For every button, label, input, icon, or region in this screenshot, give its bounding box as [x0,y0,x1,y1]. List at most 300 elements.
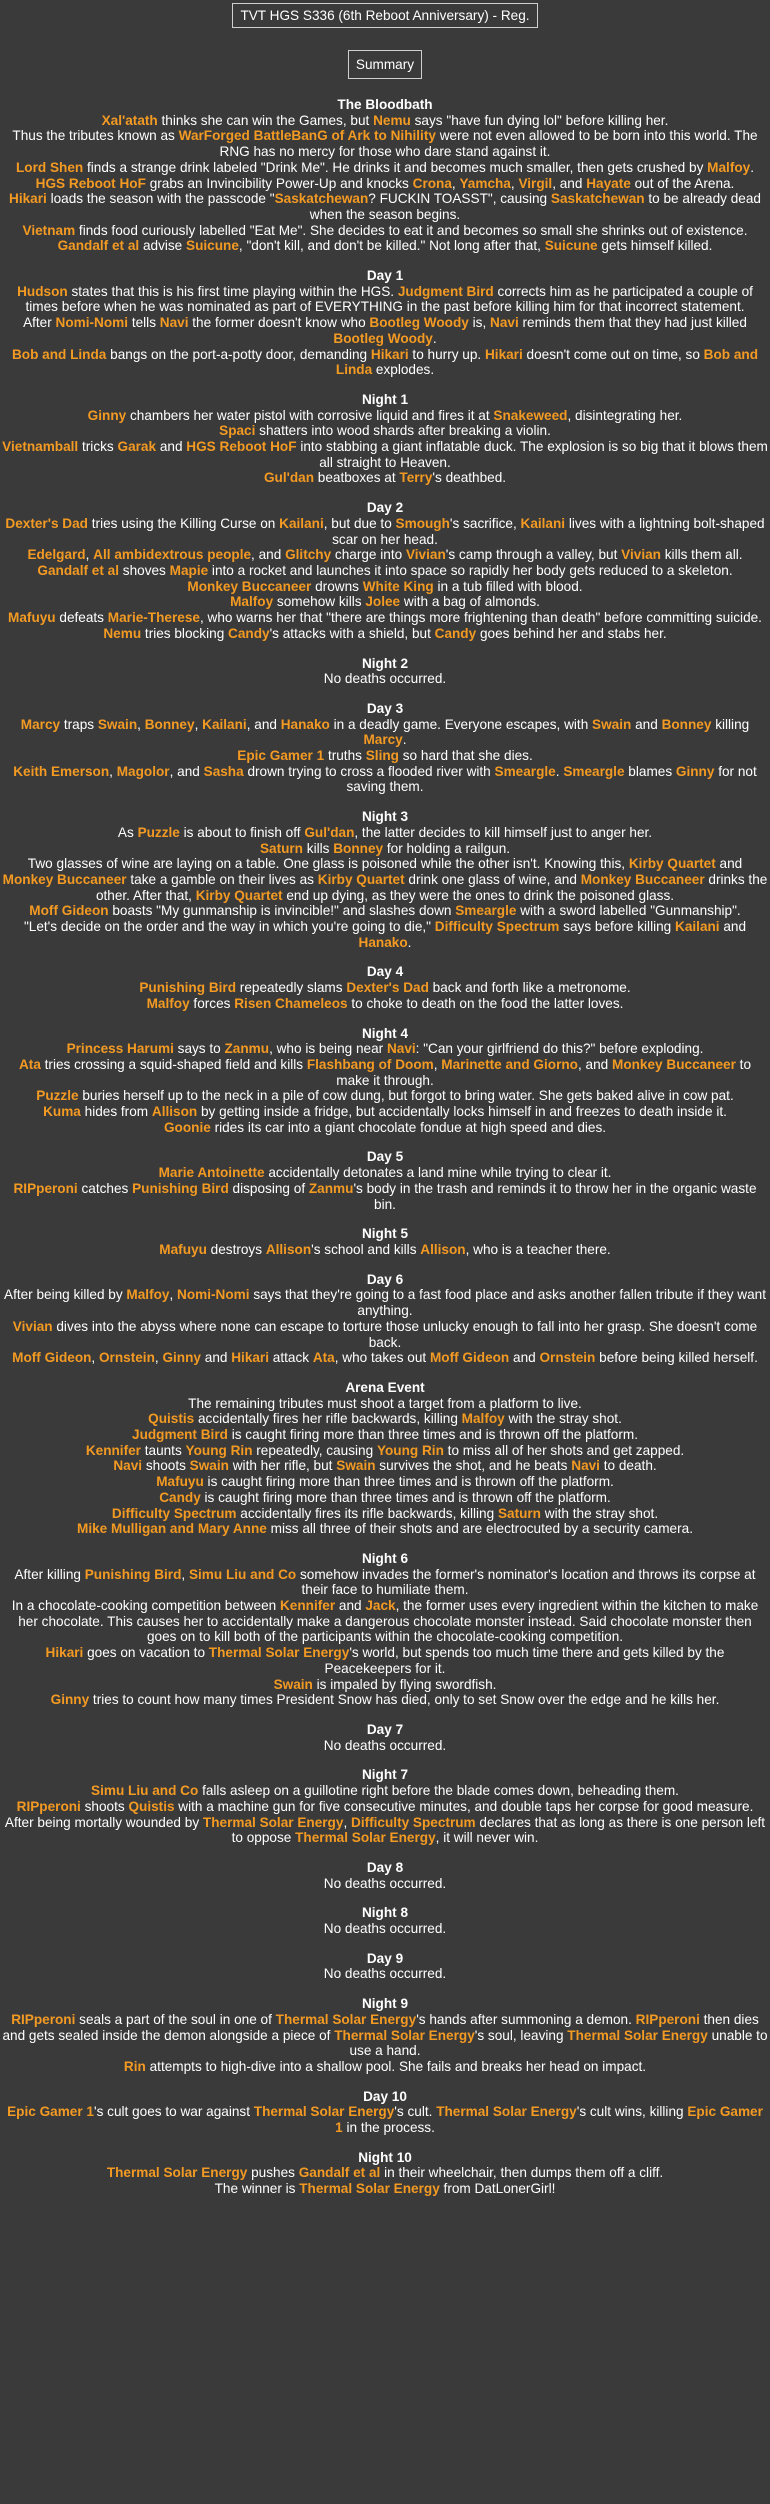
tribute-name: Bonney [661,716,712,732]
event-line [2,1474,768,1490]
tribute-name: Goonie [163,1119,211,1135]
tribute-name: Risen Chameleos [234,995,348,1011]
section-heading: Day 9 [366,1950,404,1966]
event-line [2,594,768,610]
event-line [2,1427,768,1443]
event-text: chambers her water pistol with corrosive liquid and fires it at [126,407,494,423]
event-line [2,1598,768,1645]
event-line [2,1287,768,1318]
recap-section [0,1272,770,1366]
tribute-name: Thermal Solar Energy [295,1830,436,1846]
recap-section [0,2150,770,2197]
event-text: states that this is his first time playing within the HGS. [67,283,398,299]
tribute-name: Gandalf et al [298,2165,381,2181]
event-text: . [407,934,412,950]
event-text: truths [324,748,366,764]
tribute-name: Vietnamball [2,439,79,455]
tribute-name: Virgil [518,175,553,191]
tribute-name: Princess Harumi [66,1041,174,1057]
tribute-name: Swain [273,1676,313,1692]
event-text: , [137,716,145,732]
tribute-name: Navi [571,1458,600,1474]
tribute-name: White King [362,578,434,594]
tribute-name: Jack [365,1598,396,1614]
event-text: , [343,1814,351,1830]
tribute-name: Navi [113,1458,143,1474]
tribute-name: Keith Emerson [13,763,110,779]
event-text: traps [60,716,98,732]
event-text: 's body in the trash and reminds it to throw her in the organic waste bin. [353,1180,757,1212]
tribute-name: Swain [592,716,632,732]
event-text: , who takes out [334,1350,430,1366]
event-text: 's world, but spends too much time there and gets killed by the Peacekeepers for it. [324,1645,725,1676]
recap-section [0,809,770,950]
event-text: to choke to death on the food the latter loves. [347,995,624,1011]
tribute-name: Kailani [675,919,720,935]
tribute-name: Quistis [148,1411,195,1427]
tribute-name: Kailani [520,515,566,531]
tribute-name: Hikari [9,191,47,207]
event-text: charge into [331,547,406,563]
event-line [2,1041,768,1057]
tribute-name: Hudson [17,283,68,299]
event-text: somehow invades the former's nominator's location and throws its corpse at their face to humiliate them. [296,1566,756,1598]
event-text: doesn't come out on time, so [522,346,704,362]
tribute-name: Monkey Buccaneer [187,578,312,594]
tribute-name: Epic Gamer 1 [335,2104,763,2136]
event-line [2,1411,768,1427]
event-line [2,176,768,192]
event-line [2,1181,768,1212]
event-text: , "don't kill, and don't be killed." Not long after that, [238,238,545,254]
event-line [2,748,768,764]
recap-section [0,1860,770,1891]
tribute-name: Kennifer [279,1598,336,1614]
event-text: drink one glass of wine, and [404,871,581,887]
tribute-name: Ginny [162,1350,201,1366]
event-line [2,1738,768,1754]
tribute-name: Terry [399,470,433,486]
tribute-name: Hikari [370,346,409,362]
event-text: boasts "My gunmanship is invincible!" and slashes down [108,903,456,919]
event-line [2,1088,768,1104]
tribute-name: Lord Shen [16,159,84,175]
event-text: to death. [599,1458,657,1474]
event-text: attack [269,1350,313,1366]
tribute-name: Marie-Therese [107,610,200,626]
event-text: , and [169,763,204,779]
tribute-name: Smeargle [494,763,556,779]
tribute-name: Suicune [544,238,598,254]
tribute-name: Kennifer [85,1442,141,1458]
event-line [2,1815,768,1846]
tribute-name: Ginny [50,1692,90,1708]
event-text: repeatedly slams [236,980,347,996]
event-text: shoves [119,562,170,578]
event-text: and [200,1350,232,1366]
event-text: and [335,1598,366,1614]
tribute-name: Malfoy [707,159,751,175]
tribute-name: Nemu [103,625,142,641]
tribute-name: Magolor [116,763,170,779]
event-line [2,191,768,222]
event-text: , but due to [323,515,396,531]
tribute-name: Quistis [128,1798,175,1814]
recap-section [0,500,770,641]
event-line [2,996,768,1012]
section-heading: Night 10 [358,2149,412,2165]
tribute-name: Swain [336,1458,376,1474]
tribute-name: Kirby Quartet [628,856,716,872]
event-text: , who is being near [269,1041,387,1057]
event-text: seals a part of the soul in one of [75,2011,276,2027]
tribute-name: Monkey Buccaneer [580,871,705,887]
event-line [2,1458,768,1474]
tribute-name: Bob and Linda [11,346,107,362]
event-text: to be already dead when the season begins. [309,191,761,222]
recap-section [0,1951,770,1982]
event-line [2,671,768,687]
event-line [2,439,768,470]
event-line [2,238,768,254]
tribute-name: Bonney [144,716,195,732]
event-text: kills them all. [660,547,743,563]
event-text: After being mortally wounded by [4,1814,203,1830]
tribute-name: All ambidextrous people [93,547,252,563]
event-text: "Let's decide on the order and the way in which you're going to die," [23,919,435,935]
event-text: and [509,1350,540,1366]
event-text: is about to finish off [179,824,305,840]
section-heading: Day 8 [366,1859,404,1875]
tribute-name: Gandalf et al [57,238,140,254]
tribute-name: Puzzle [137,824,180,840]
event-text: shatters into wood shards after breaking a violin. [255,423,551,439]
event-text: , and [577,1056,612,1072]
tribute-name: RIPperoni [635,2011,700,2027]
event-text: No deaths occurred. [323,1737,447,1753]
event-text: shoots [80,1798,129,1814]
event-text: repeatedly, causing [252,1442,377,1458]
tribute-name: Nomi-Nomi [177,1287,250,1303]
event-line [2,1521,768,1537]
section-heading: Night 6 [361,1550,409,1566]
event-text: with a sword labelled "Gunmanship". [516,903,741,919]
event-text: corrects him as he participated a couple of times before when he was nominated as part of EVERYTHING in the past before killing him for that incorrect statement. [25,283,753,315]
event-text: defeats [55,610,108,626]
tribute-name: Monkey Buccaneer [2,871,127,887]
section-heading: Night 2 [361,655,409,671]
event-text: hides from [80,1104,152,1120]
event-text: 's cult goes to war against [94,2104,254,2120]
tribute-name: Allison [265,1242,312,1257]
tribute-name: Kirby Quartet [195,887,283,903]
recap-section [0,701,770,795]
event-text: In a chocolate-cooking competition between [11,1598,280,1614]
event-text: then dies and gets sealed inside the demon alongside a piece of [2,2011,759,2043]
tribute-name: Gul'dan [304,824,355,840]
event-text: somehow kills [273,594,366,610]
tribute-name: Suicune [186,238,239,254]
tribute-name: Difficulty Spectrum [111,1505,237,1521]
section-heading: Day 4 [366,964,404,980]
event-text: After killing [14,1566,85,1582]
event-line [2,626,768,642]
tribute-name: Hanako [358,934,408,950]
event-text: No deaths occurred. [323,1875,447,1891]
tribute-name: Punishing Bird [132,1180,229,1196]
tribute-name: Allison [420,1242,466,1257]
tribute-name: Monkey Buccaneer [612,1056,736,1072]
event-text: tries using the Killing Curse on [87,515,280,531]
event-text: accidentally fires her rifle backwards, killing [194,1411,462,1427]
event-line [2,1165,768,1181]
event-text: grabs an Invincibility Power-Up and knocks [145,175,413,191]
event-text: tells [128,315,160,331]
recap-section [0,1722,770,1753]
tribute-name: Spaci [219,423,256,439]
event-text: 's cult wins, killing [576,2104,688,2120]
event-text: , and [246,716,281,732]
event-line [2,223,768,239]
tribute-name: Navi [386,1041,416,1057]
section-heading: Day 7 [366,1721,404,1737]
tribute-name: Thermal Solar Energy [253,2104,395,2120]
event-text: says to [173,1041,225,1057]
event-text: is caught firing more than three times and is thrown off the platform. [227,1427,638,1443]
tribute-name: Zanmu [224,1041,270,1057]
event-line [2,1677,768,1693]
tribute-name: Thermal Solar Energy [275,2011,417,2027]
event-text: for holding a railgun. [383,840,511,856]
tribute-name: Bootleg Woody [369,315,469,331]
event-text: 's school and kills [311,1242,421,1257]
tribute-name: Garak [117,439,157,455]
event-text: shoots [142,1458,190,1474]
tribute-name: Marcy [20,716,61,732]
event-line [2,903,768,919]
event-text: gets himself killed. [597,238,713,254]
tribute-name: Ata [312,1350,335,1366]
tribute-name: Saskatchewan [274,191,369,207]
event-line [2,579,768,595]
tribute-name: Thermal Solar Energy [567,2027,708,2043]
event-text: After [23,315,56,331]
event-text: to miss all of her shots and get zapped. [443,1442,685,1458]
tribute-name: Thermal Solar Energy [202,1814,344,1830]
tribute-name: Vivian [12,1318,53,1334]
event-text: and [631,716,662,732]
event-text: miss all three of their shots and are electrocuted by a security camera. [266,1521,693,1537]
tribute-name: Kailani [202,716,247,732]
tribute-name: Thermal Solar Energy [106,2165,248,2181]
tribute-name: Flashbang of Doom [306,1056,434,1072]
event-text: take a gamble on their lives as [126,871,318,887]
event-line [2,980,768,996]
tribute-name: Kailani [279,515,324,531]
event-text: , [91,1350,99,1366]
event-text: , it will never win. [435,1830,539,1846]
event-text: destroys [206,1242,266,1257]
tribute-name: Mafuyu [8,610,56,626]
tribute-name: Rin [123,2058,146,2074]
event-text: for not saving them. [346,763,757,795]
event-text: 's cult. [394,2104,437,2120]
event-text: declares that as long as there is one person left to oppose [231,1814,766,1846]
recap-section [0,1996,770,2075]
section-heading: Day 1 [366,268,404,284]
recap-section [0,964,770,1011]
tribute-name: Kuma [43,1104,81,1120]
event-text: to hurry up. [408,346,485,362]
event-text: rides its car into a giant chocolate fondue at high speed and dies. [210,1119,607,1135]
event-text: says before killing [559,919,676,935]
tribute-name: Hanako [280,716,330,732]
tribute-name: Mafuyu [156,1474,204,1490]
tribute-name: HGS Reboot HoF [186,439,297,455]
section-heading: Night 7 [361,1767,409,1783]
event-text: , [194,716,203,732]
event-text: No deaths occurred. [323,1921,447,1937]
event-text: , and [552,175,587,191]
event-text: with the stray shot. [504,1411,622,1427]
event-text: , who warns her that "there are things more frightening than death" before committing suicide. [199,610,762,626]
tribute-name: Moff Gideon [12,1350,92,1366]
tribute-name: Bonney [333,840,384,856]
tribute-name: Marie Antoinette [158,1165,265,1181]
event-text: and [715,856,743,872]
event-text: , the latter decides to kill himself just to anger her. [354,824,653,840]
event-line [2,1567,768,1598]
tribute-name: Xal'atath [101,112,158,128]
recap-section [0,1149,770,1212]
event-text: from DatLonerGirl! [439,2181,556,2197]
event-line [2,113,768,129]
tribute-name: Bob and Linda [335,346,759,378]
page-title: TVT HGS S336 (6th Reboot Anniversary) - Reg. [232,3,537,28]
event-text: : "Can your girlfriend do this?" before exploding. [415,1041,704,1057]
tribute-name: Malfoy [461,1411,505,1427]
event-text: . [555,763,564,779]
event-line [2,1783,768,1799]
event-text: accidentally fires its rifle backwards, killing [236,1505,498,1521]
event-text: . [432,330,437,346]
event-text: reminds them that they had just killed [518,315,747,331]
event-text: 's sacrifice, [449,515,521,531]
event-line [2,284,768,315]
event-text: , [451,175,460,191]
event-line [2,1966,768,1982]
event-text: tries crossing a squid-shaped field and kills [40,1056,307,1072]
event-text: to make it through. [336,1056,752,1088]
summary-button[interactable]: Summary [348,50,422,79]
tribute-name: Nomi-Nomi [55,315,129,331]
tribute-name: Sling [365,748,399,764]
event-text: bangs on the port-a-potty door, demanding [106,346,371,362]
event-line [2,2181,768,2197]
event-text: out of the Arena. [630,175,735,191]
event-line [2,1876,768,1892]
tribute-name: Simu Liu and Co [188,1566,297,1582]
page [0,3,770,2504]
event-text: , [510,175,519,191]
tribute-name: Saturn [497,1505,541,1521]
event-text: tricks [78,439,118,455]
event-line [2,1242,768,1258]
event-text: so hard that she dies. [398,748,533,764]
tribute-name: Malfoy [126,1287,170,1303]
section-heading: Day 5 [366,1149,404,1165]
event-text: , and [251,547,286,563]
tribute-name: Candy [434,625,477,641]
tribute-name: Navi [490,315,519,331]
recap-section [0,97,770,254]
section-heading: Day 6 [366,1271,404,1287]
tribute-name: Hikari [484,346,523,362]
tribute-name: Simu Liu and Co [91,1783,199,1799]
tribute-name: Bootleg Woody [333,330,433,346]
event-line [2,347,768,378]
event-text: with a bag of almonds. [400,594,540,610]
recap-section [0,656,770,687]
event-text: 's attacks with a shield, but [269,625,435,641]
event-text: , [154,1350,163,1366]
event-line [2,1921,768,1937]
event-line [2,1799,768,1815]
tribute-name: Jolee [365,594,401,610]
tribute-name: Ornstein [98,1350,155,1366]
event-text: with the stray shot. [541,1505,659,1521]
event-text: in a deadly game. Everyone escapes, with [329,716,593,732]
tribute-name: Mapie [169,562,209,578]
event-text: into stabbing a giant inflatable duck. The explosion is so big that it blows them all straight to Heaven. [296,439,768,470]
recap-section [0,1380,770,1537]
event-line [2,470,768,486]
event-text: with a machine gun for five consecutive minutes, and double taps her corpse for good measure. [174,1798,754,1814]
event-line [2,856,768,903]
tribute-name: Swain [189,1458,229,1474]
tribute-name: Kirby Quartet [317,871,405,887]
event-line [2,1319,768,1350]
section-heading: The Bloodbath [337,97,433,112]
tribute-name: Moff Gideon [29,903,109,919]
event-line [2,2104,768,2135]
tribute-name: Mike Mulligan and Mary Anne [77,1521,267,1537]
event-text: The winner is [214,2181,300,2197]
tribute-name: Dexter's Dad [5,515,88,531]
event-text: in the process. [342,2120,435,2136]
section-heading: Night 9 [361,1996,409,2012]
tribute-name: WarForged BattleBanG of Ark to Nihility [178,128,436,144]
event-text: says that they're going to a fast food place and asks another fallen tribute if they want anything. [249,1287,766,1319]
event-text: drinks the other. After that, [95,871,768,903]
event-text: kills [303,840,334,856]
recap-section [0,268,770,378]
event-text: . [402,732,407,748]
event-text: loads the season with the passcode " [46,191,275,207]
section-heading: Arena Event [345,1379,425,1395]
tribute-name: Thermal Solar Energy [436,2104,577,2120]
event-line [2,516,768,547]
event-text: , [169,1287,178,1303]
event-text: killing [711,716,750,732]
recap-section [0,1551,770,1708]
recap-section [0,1767,770,1846]
event-text: blames [624,763,676,779]
tribute-name: Candy [159,1489,201,1505]
tribute-name: Saturn [259,840,303,856]
tribute-name: Moff Gideon [429,1350,510,1366]
tribute-name: Allison [151,1104,198,1120]
